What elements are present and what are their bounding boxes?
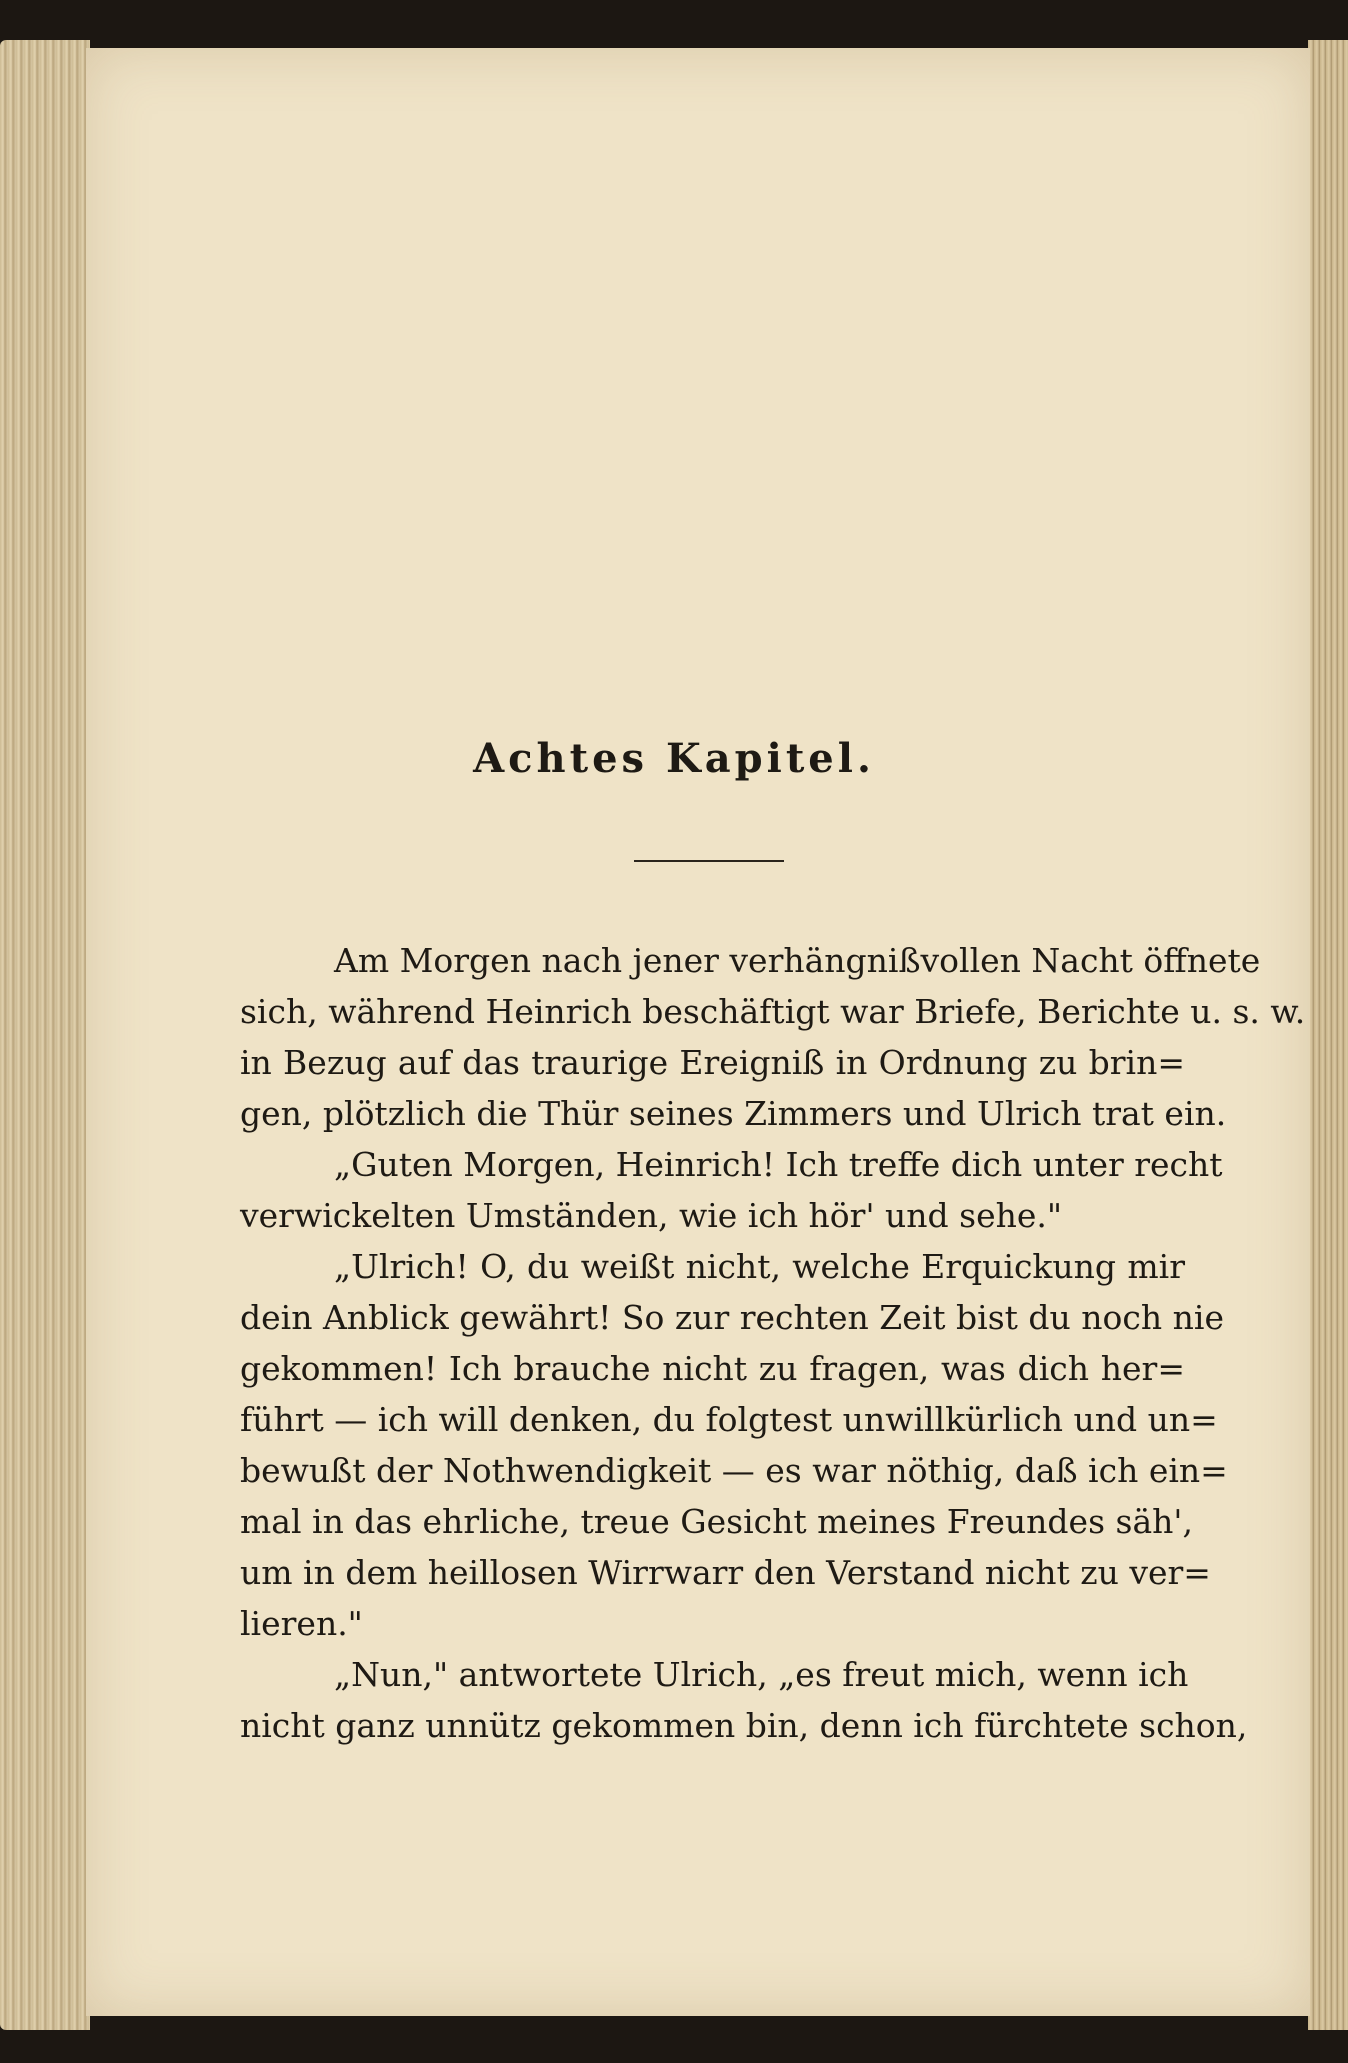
text-line: „Guten Morgen, Heinrich! Ich treffe dich unter recht <box>334 1145 1223 1184</box>
chapter-title: Achtes Kapitel. <box>473 735 875 782</box>
text-line: sich, während Heinrich beschäftigt war Briefe, Berichte u. s. w. <box>240 992 1306 1031</box>
text-line: gen, plötzlich die Thür seines Zimmers und Ulrich trat ein. <box>240 1094 1227 1133</box>
page-edges-right <box>1308 40 1348 2030</box>
text-line: verwickelten Umständen, wie ich hör' und sehe." <box>240 1196 1063 1235</box>
text-line: lieren." <box>240 1604 363 1643</box>
text-line: „Ulrich! O, du weißt nicht, welche Erquickung mir <box>334 1247 1185 1286</box>
title-rule <box>634 860 784 862</box>
bleed-through-shadow <box>240 330 1200 960</box>
body-text <box>240 935 1306 1751</box>
text-line: um in dem heillosen Wirrwarr den Verstand nicht zu ver= <box>240 1553 1211 1592</box>
text-line: nicht ganz unnütz gekommen bin, denn ich fürchtete schon, <box>240 1706 1248 1745</box>
text-line: in Bezug auf das traurige Ereigniß in Ordnung zu brin= <box>240 1043 1185 1082</box>
text-line: dein Anblick gewährt! So zur rechten Zeit bist du noch nie <box>240 1298 1224 1337</box>
text-line: führt — ich will denken, du folgtest unwillkürlich und un= <box>240 1400 1218 1439</box>
text-line: „Nun," antwortete Ulrich, „es freut mich, wenn ich <box>334 1655 1189 1694</box>
text-line: mal in das ehrliche, treue Gesicht meines Freundes säh', <box>240 1502 1193 1541</box>
page-edges-left <box>0 40 90 2030</box>
text-line: bewußt der Nothwendigkeit — es war nöthig, daß ich ein= <box>240 1451 1228 1490</box>
text-line: Am Morgen nach jener verhängnißvollen Nacht öffnete <box>334 941 1261 980</box>
text-line: gekommen! Ich brauche nicht zu fragen, was dich her= <box>240 1349 1185 1388</box>
